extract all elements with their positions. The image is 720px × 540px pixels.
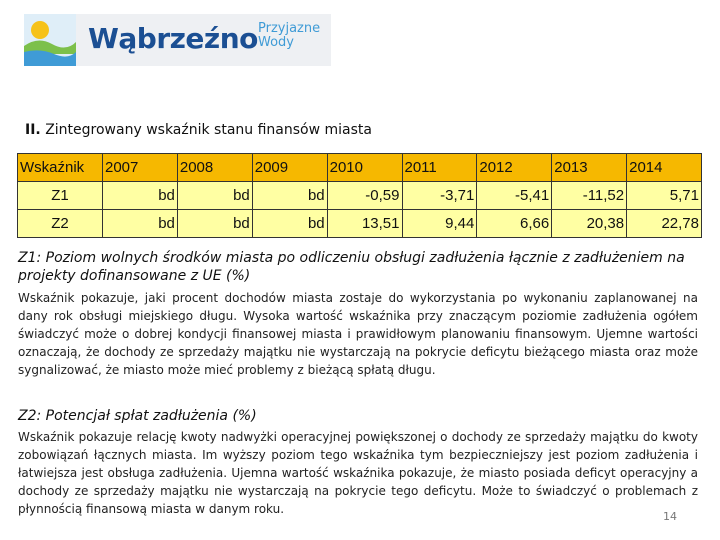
- header-cell-year: 2008: [177, 154, 252, 182]
- section-title: [25, 122, 372, 138]
- table-cell: bd: [252, 210, 327, 238]
- header-cell-year: 2013: [552, 154, 627, 182]
- z2-description: Wskaźnik pokazuje relację kwoty nadwyżki operacyjnej powiększonej o dochody ze sprzedaży majątku do kwoty zobowiązań łącznych miasta. Im wyższy poziom tego wskaźnika tym bezpieczniejszy jest poziom zadłużenia i łatwiejsza jest obsługa zadłużenia. Ujemna wartość wskaźnika pokazuje, że miasto posiada deficyt operacyjny a dochody ze sprzedaży majątku nie wystarczają na pokrycie tego deficytu. Może to świadczyć o problemach z płynnością finansową miasta w danym roku.: [18, 430, 698, 516]
- header-cell-year: 2014: [627, 154, 702, 182]
- section-number: II.: [25, 122, 41, 138]
- table-cell: -3,71: [402, 182, 477, 210]
- table-cell: 6,66: [477, 210, 552, 238]
- z1-section: [18, 249, 698, 379]
- table-cell: bd: [177, 210, 252, 238]
- header-cell-indicator: Wskaźnik: [18, 154, 103, 182]
- table-cell: 22,78: [627, 210, 702, 238]
- table-cell: -0,59: [327, 182, 402, 210]
- city-logo: [24, 14, 331, 66]
- table-row-z2: [18, 210, 702, 238]
- logo-tagline-line2: Wody: [258, 35, 294, 50]
- table-cell: 13,51: [327, 210, 402, 238]
- logo-tagline: [258, 22, 320, 50]
- z1-description: Wskaźnik pokazuje, jaki procent dochodów miasta zostaje do wykorzystania po wykonaniu zaplanowanej na dany rok obsługi miejskiego długu. Wysoka wartość wskaźnika przy znaczącym poziomie zadłużenia ogółem świadczyć może o dobrej kondycji finansowej miasta i prawidłowym planowaniu finansowym. Ujemne wartości oznaczają, że dochody ze sprzedaży majątku nie wystarczają na pokrycie deficytu bieżącego miasta oraz może sygnalizować, że miasto może mieć problemy z bieżącą spłatą długu.: [18, 291, 698, 377]
- table-cell: 5,71: [627, 182, 702, 210]
- page-number: 14: [663, 510, 677, 523]
- logo-tagline-line1: Przyjazne: [258, 21, 321, 36]
- z1-heading: Z1: Poziom wolnych środków miasta po odliczeniu obsługi zadłużenia łącznie z zadłużeniem na projekty dofinansowane z UE (%): [18, 250, 685, 284]
- logo-city-name: Wąbrzeźno: [88, 22, 258, 55]
- header-cell-year: 2012: [477, 154, 552, 182]
- table-cell: bd: [252, 182, 327, 210]
- table-cell: 20,38: [552, 210, 627, 238]
- header-cell-year: 2007: [103, 154, 178, 182]
- header-cell-year: 2010: [327, 154, 402, 182]
- row-label: Z1: [18, 182, 103, 210]
- table-cell: bd: [103, 182, 178, 210]
- table-row-z1: [18, 182, 702, 210]
- z2-heading: Z2: Potencjał spłat zadłużenia (%): [18, 408, 257, 424]
- section-title-text: Zintegrowany wskaźnik stanu finansów miasta: [45, 122, 372, 138]
- table-cell: -5,41: [477, 182, 552, 210]
- indicator-table: [17, 153, 702, 238]
- z2-section: [18, 407, 698, 518]
- table-header-row: [18, 154, 702, 182]
- table-cell: 9,44: [402, 210, 477, 238]
- table-cell: -11,52: [552, 182, 627, 210]
- header-cell-year: 2009: [252, 154, 327, 182]
- table-cell: bd: [103, 210, 178, 238]
- row-label: Z2: [18, 210, 103, 238]
- header-cell-year: 2011: [402, 154, 477, 182]
- landscape-logo-icon: [24, 14, 76, 66]
- table-cell: bd: [177, 182, 252, 210]
